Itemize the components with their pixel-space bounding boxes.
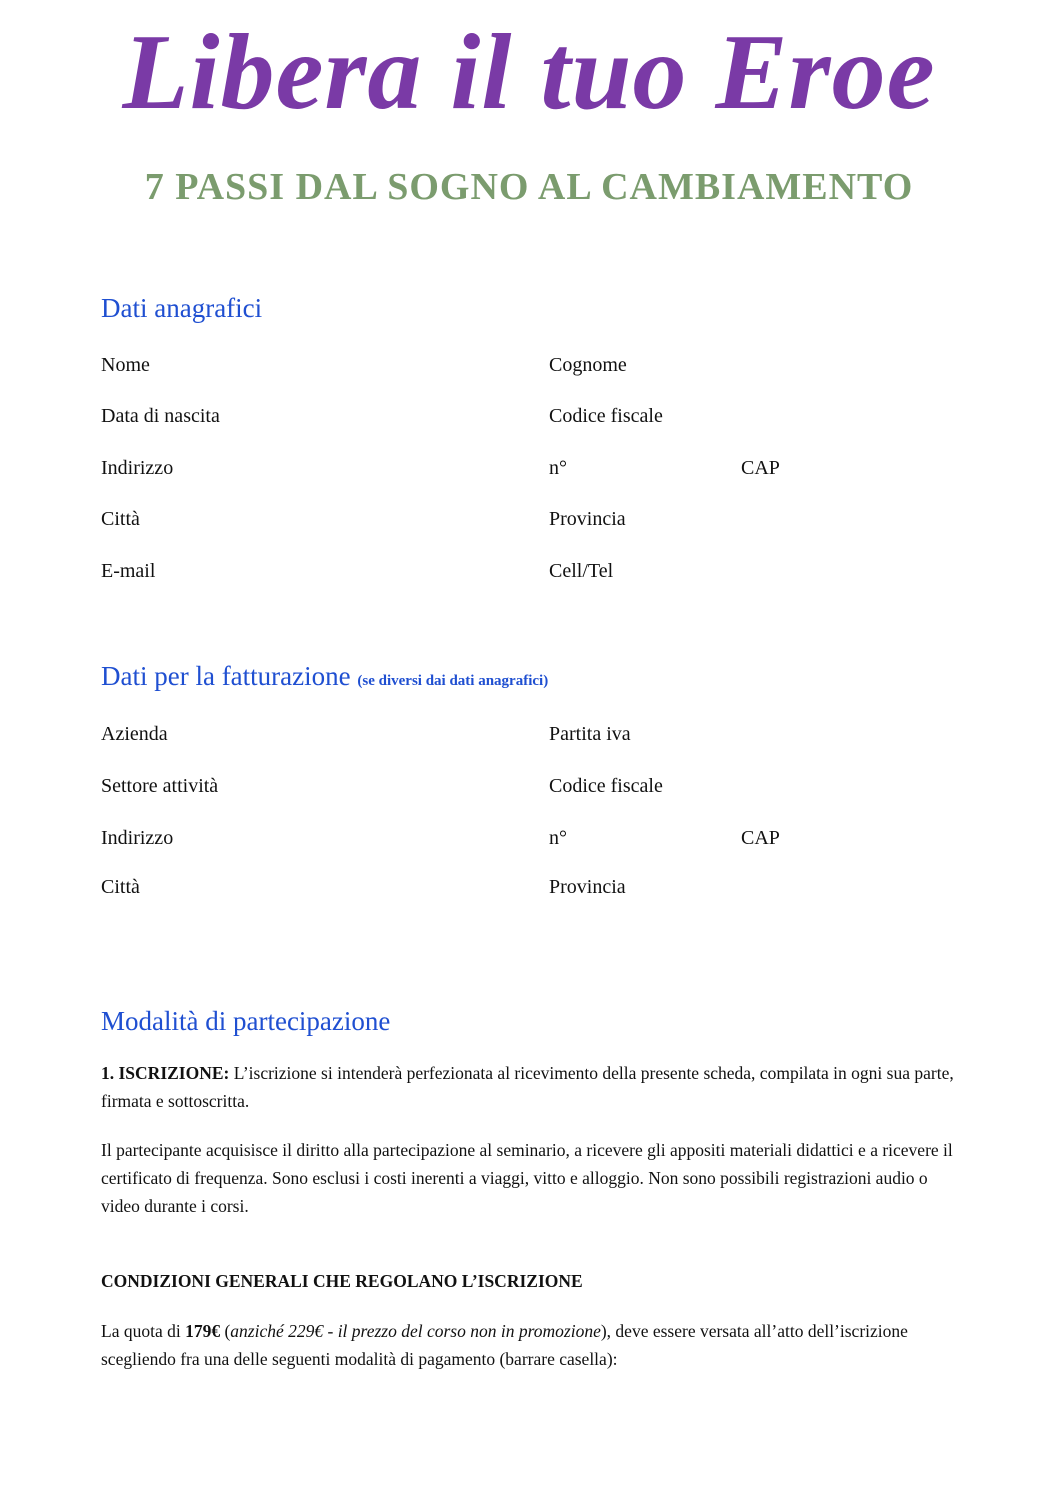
quota-prefix: La quota di — [101, 1321, 186, 1341]
label-partita-iva: Partita iva — [549, 723, 631, 745]
label-cap: CAP — [741, 457, 780, 479]
quota-suffix: ), deve essere versata all’atto dell’iscrizione scegliendo fra una delle seguenti modalità di pagamento (barrare casella): — [101, 1321, 908, 1369]
label-citta-fatt: Città — [101, 876, 140, 898]
label-cell: Cell/Tel — [549, 560, 614, 582]
quota-italic: anziché 229€ - il prezzo del corso non in promozione — [230, 1321, 601, 1341]
paragraph-quota — [101, 1317, 961, 1373]
quota-open: ( — [220, 1321, 231, 1341]
label-settore: Settore attività — [101, 775, 219, 797]
label-email: E-mail — [101, 560, 156, 582]
label-indirizzo: Indirizzo — [101, 457, 174, 479]
label-numero-fatt: n° — [549, 827, 567, 849]
label-cap-fatt: CAP — [741, 827, 780, 849]
label-provincia-fatt: Provincia — [549, 876, 626, 898]
label-codice-fiscale: Codice fiscale — [549, 405, 663, 427]
section-title-modalita: Modalità di partecipazione — [101, 1006, 391, 1036]
label-nome: Nome — [101, 354, 150, 376]
label-provincia: Provincia — [549, 508, 626, 530]
label-citta: Città — [101, 508, 140, 530]
label-data-nascita: Data di nascita — [101, 405, 220, 427]
logo-subtitle: 7 PASSI DAL SOGNO AL CAMBIAMENTO — [144, 166, 914, 208]
label-cognome: Cognome — [549, 354, 627, 376]
label-azienda: Azienda — [101, 723, 168, 745]
paragraph-partecipante: Il partecipante acquisisce il diritto alla partecipazione al seminario, a ricevere gli appositi materiali didattici e a ricevere il certificato di frequenza. Sono esclusi i costi inerenti a viaggi, vitto e alloggio. Non sono possibili registrazioni audio o video durante i corsi. — [101, 1140, 953, 1216]
label-numero: n° — [549, 457, 567, 479]
label-indirizzo-fatt: Indirizzo — [101, 827, 174, 849]
label-codice-fiscale-fatt: Codice fiscale — [549, 775, 663, 797]
section-title-anagrafica: Dati anagrafici — [101, 293, 263, 323]
logo-title: Libera il tuo Eroe — [122, 13, 936, 132]
section-title-fatturazione-text: Dati per la fatturazione — [101, 661, 351, 691]
paragraph-iscrizione — [101, 1059, 961, 1115]
iscrizione-text: L’iscrizione si intenderà perfezionata al ricevimento della presente scheda, compilata in ogni sua parte, firmata e sottoscritta. — [101, 1063, 954, 1111]
iscrizione-label: 1. ISCRIZIONE: — [101, 1063, 230, 1083]
heading-condizioni: CONDIZIONI GENERALI CHE REGOLANO L’ISCRIZIONE — [101, 1271, 583, 1291]
section-title-fatturazione-note: (se diversi dai dati anagrafici) — [357, 673, 549, 689]
section-title-fatturazione — [101, 659, 548, 698]
quota-price: 179€ — [185, 1321, 221, 1341]
